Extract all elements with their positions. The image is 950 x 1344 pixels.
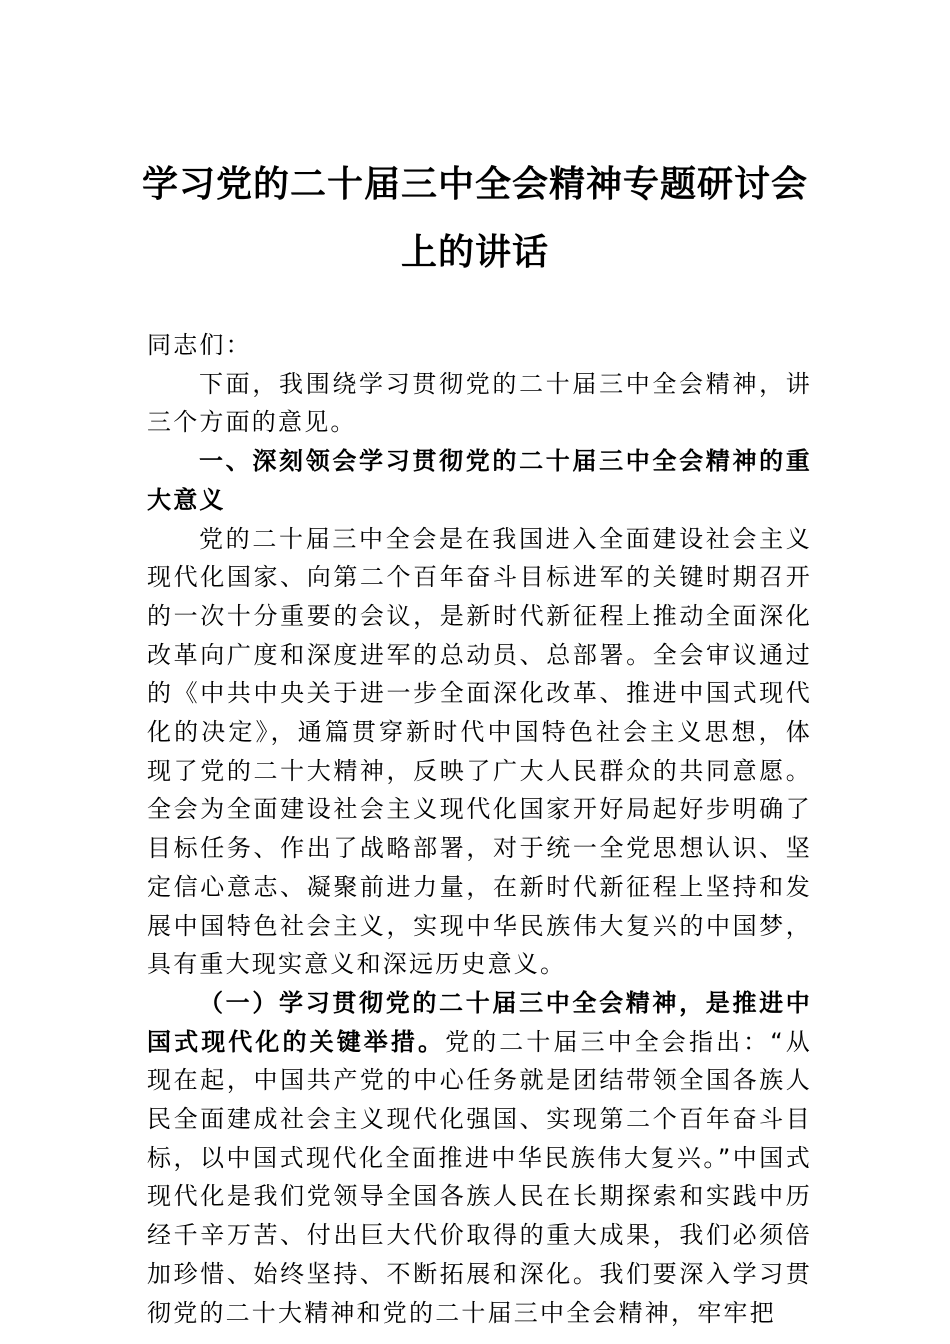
paragraph-1: 党的二十届三中全会是在我国进入全面建设社会主义现代化国家、向第二个百年奋斗目标进军的关键时期召开的一次十分重要的会议，是新时代新征程上推动全面深化改革向广度和深度进军的总动员、总部署。全会审议通过的《中共中央关于进一步全面深化改革、推进中国式现代化的决定》，通篇贯穿新时代中国特色社会主义思想，体现了党的二十大精神，反映了广大人民群众的共同意愿。全会为全面建设社会主义现代化国家开好局起好步明确了目标任务、作出了战略部署，对于统一全党思想认识、坚定信心意志、凝聚前进力量，在新时代新征程上坚持和发展中国特色社会主义，实现中华民族伟大复兴的中国梦，具有重大现实意义和深远历史意义。 — [147, 524, 812, 979]
section-1-heading: 一、深刻领会学习贯彻党的二十届三中全会精神的重大意义 — [147, 447, 812, 514]
document-title-line-2: 上的讲话 — [400, 231, 549, 273]
intro-paragraph: 下面，我围绕学习贯彻党的二十届三中全会精神，讲三个方面的意见。 — [147, 369, 812, 437]
document-title-line-1: 学习党的二十届三中全会精神专题研讨会 — [141, 163, 808, 205]
document-body — [147, 326, 812, 1332]
salutation: 同志们： — [147, 331, 252, 359]
subsection-1-heading: （一）学习贯彻党的二十届三中全会精神，是推进中国式现代化的关键举措。 — [147, 988, 812, 1056]
subsection-1-paragraph — [147, 984, 812, 1332]
subsection-1-text: 党的二十届三中全会指出：“从现在起，中国共产党的中心任务就是团结带领全国各族人民全面建成社会主义现代化强国、实现第二个百年奋斗目标，以中国式现代化全面推进中华民族伟大复兴。”中国式现代化是我们党领导全国各族人民在长期探索和实践中历经千辛万苦、付出巨大代价取得的重大成果，我们必须倍加珍惜、始终坚持、不断拓展和深化。我们要深入学习贯彻党的二十大精神和党的二十届三中全会精神，牢牢把 — [147, 1027, 813, 1327]
